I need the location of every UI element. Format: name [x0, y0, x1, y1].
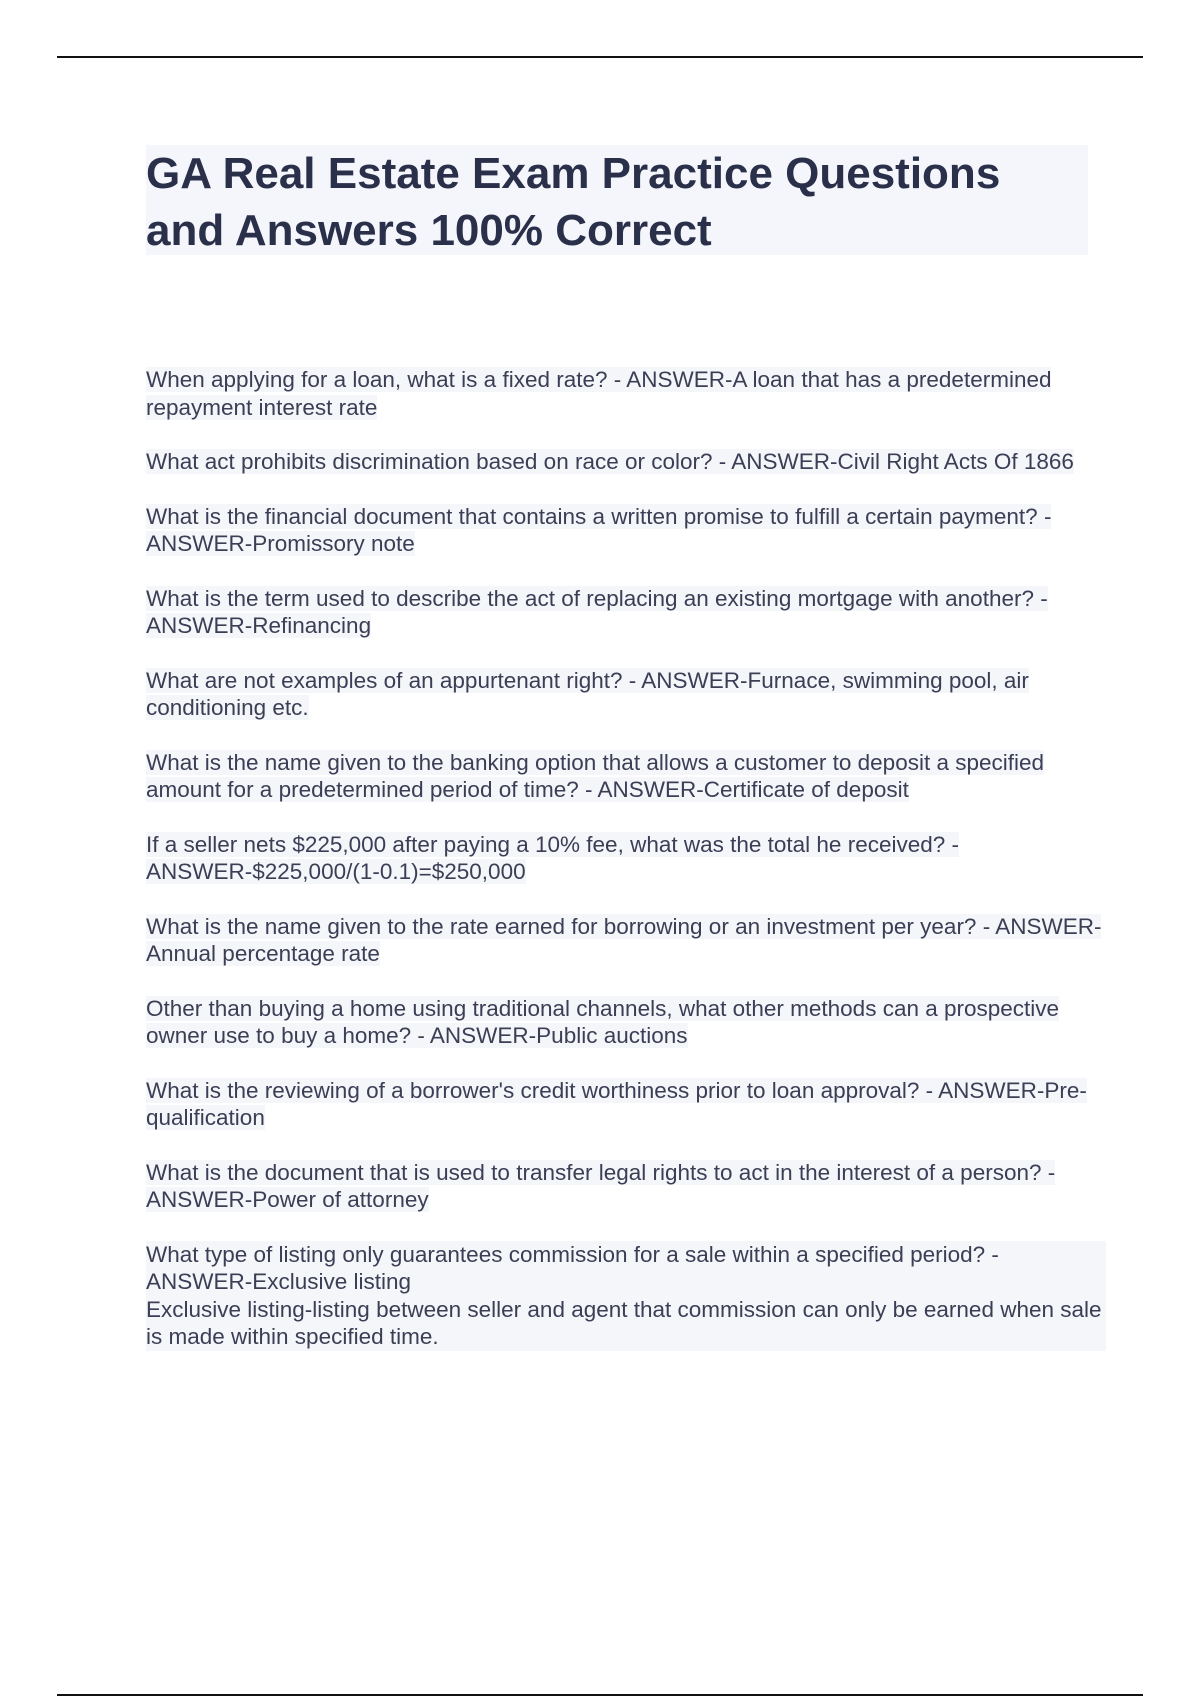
title-block — [146, 145, 1088, 255]
qa-item — [146, 831, 1106, 886]
qa-item — [146, 503, 1106, 558]
qa-text: Other than buying a home using traditional channels, what other methods can a prospective owner use to buy a home? - ANSWER-Public auctions — [146, 995, 1060, 1048]
qa-text: When applying for a loan, what is a fixed rate? - ANSWER-A loan that has a predetermined repayment interest rate — [146, 367, 1052, 420]
qa-item — [146, 667, 1106, 722]
qa-text: What is the name given to the banking option that allows a customer to deposit a specified amount for a predetermined period of time? - ANSWER-Certificate of deposit — [146, 749, 1045, 802]
document-title: GA Real Estate Exam Practice Questions and Answers 100% Correct — [146, 149, 1001, 255]
top-rule — [57, 56, 1143, 58]
qa-text: What is the term used to describe the act of replacing an existing mortgage with another? - ANSWER-Refinancing — [146, 585, 1048, 638]
qa-item — [146, 913, 1106, 968]
qa-text: What is the financial document that contains a written promise to fulfill a certain payment? - ANSWER-Promissory note — [146, 503, 1052, 556]
qa-item — [146, 366, 1106, 421]
qa-item — [146, 1159, 1106, 1214]
bottom-rule — [57, 1694, 1143, 1696]
qa-text: What are not examples of an appurtenant right? - ANSWER-Furnace, swimming pool, air conditioning etc. — [146, 667, 1029, 720]
qa-list — [146, 366, 1106, 1378]
qa-item — [146, 1241, 1106, 1351]
qa-item — [146, 448, 1106, 476]
qa-text: What is the document that is used to transfer legal rights to act in the interest of a person? - ANSWER-Power of attorney — [146, 1159, 1056, 1212]
qa-text: What is the reviewing of a borrower's credit worthiness prior to loan approval? - ANSWER-Pre-qualification — [146, 1077, 1087, 1130]
qa-text: What type of listing only guarantees commission for a sale within a specified period? - ANSWER-Exclusive listing — [146, 1241, 1106, 1296]
qa-item — [146, 749, 1106, 804]
qa-note: Exclusive listing-listing between seller and agent that commission can only be earned when sale is made within specified time. — [146, 1296, 1106, 1351]
qa-item — [146, 1077, 1106, 1132]
qa-text: What act prohibits discrimination based on race or color? - ANSWER-Civil Right Acts Of 1866 — [146, 449, 1074, 474]
qa-text: If a seller nets $225,000 after paying a 10% fee, what was the total he received? - ANSWER-$225,000/(1-0.1)=$250,000 — [146, 831, 959, 884]
qa-text: What is the name given to the rate earned for borrowing or an investment per year? - ANSWER-Annual percentage rate — [146, 913, 1102, 966]
qa-item — [146, 585, 1106, 640]
qa-item — [146, 995, 1106, 1050]
